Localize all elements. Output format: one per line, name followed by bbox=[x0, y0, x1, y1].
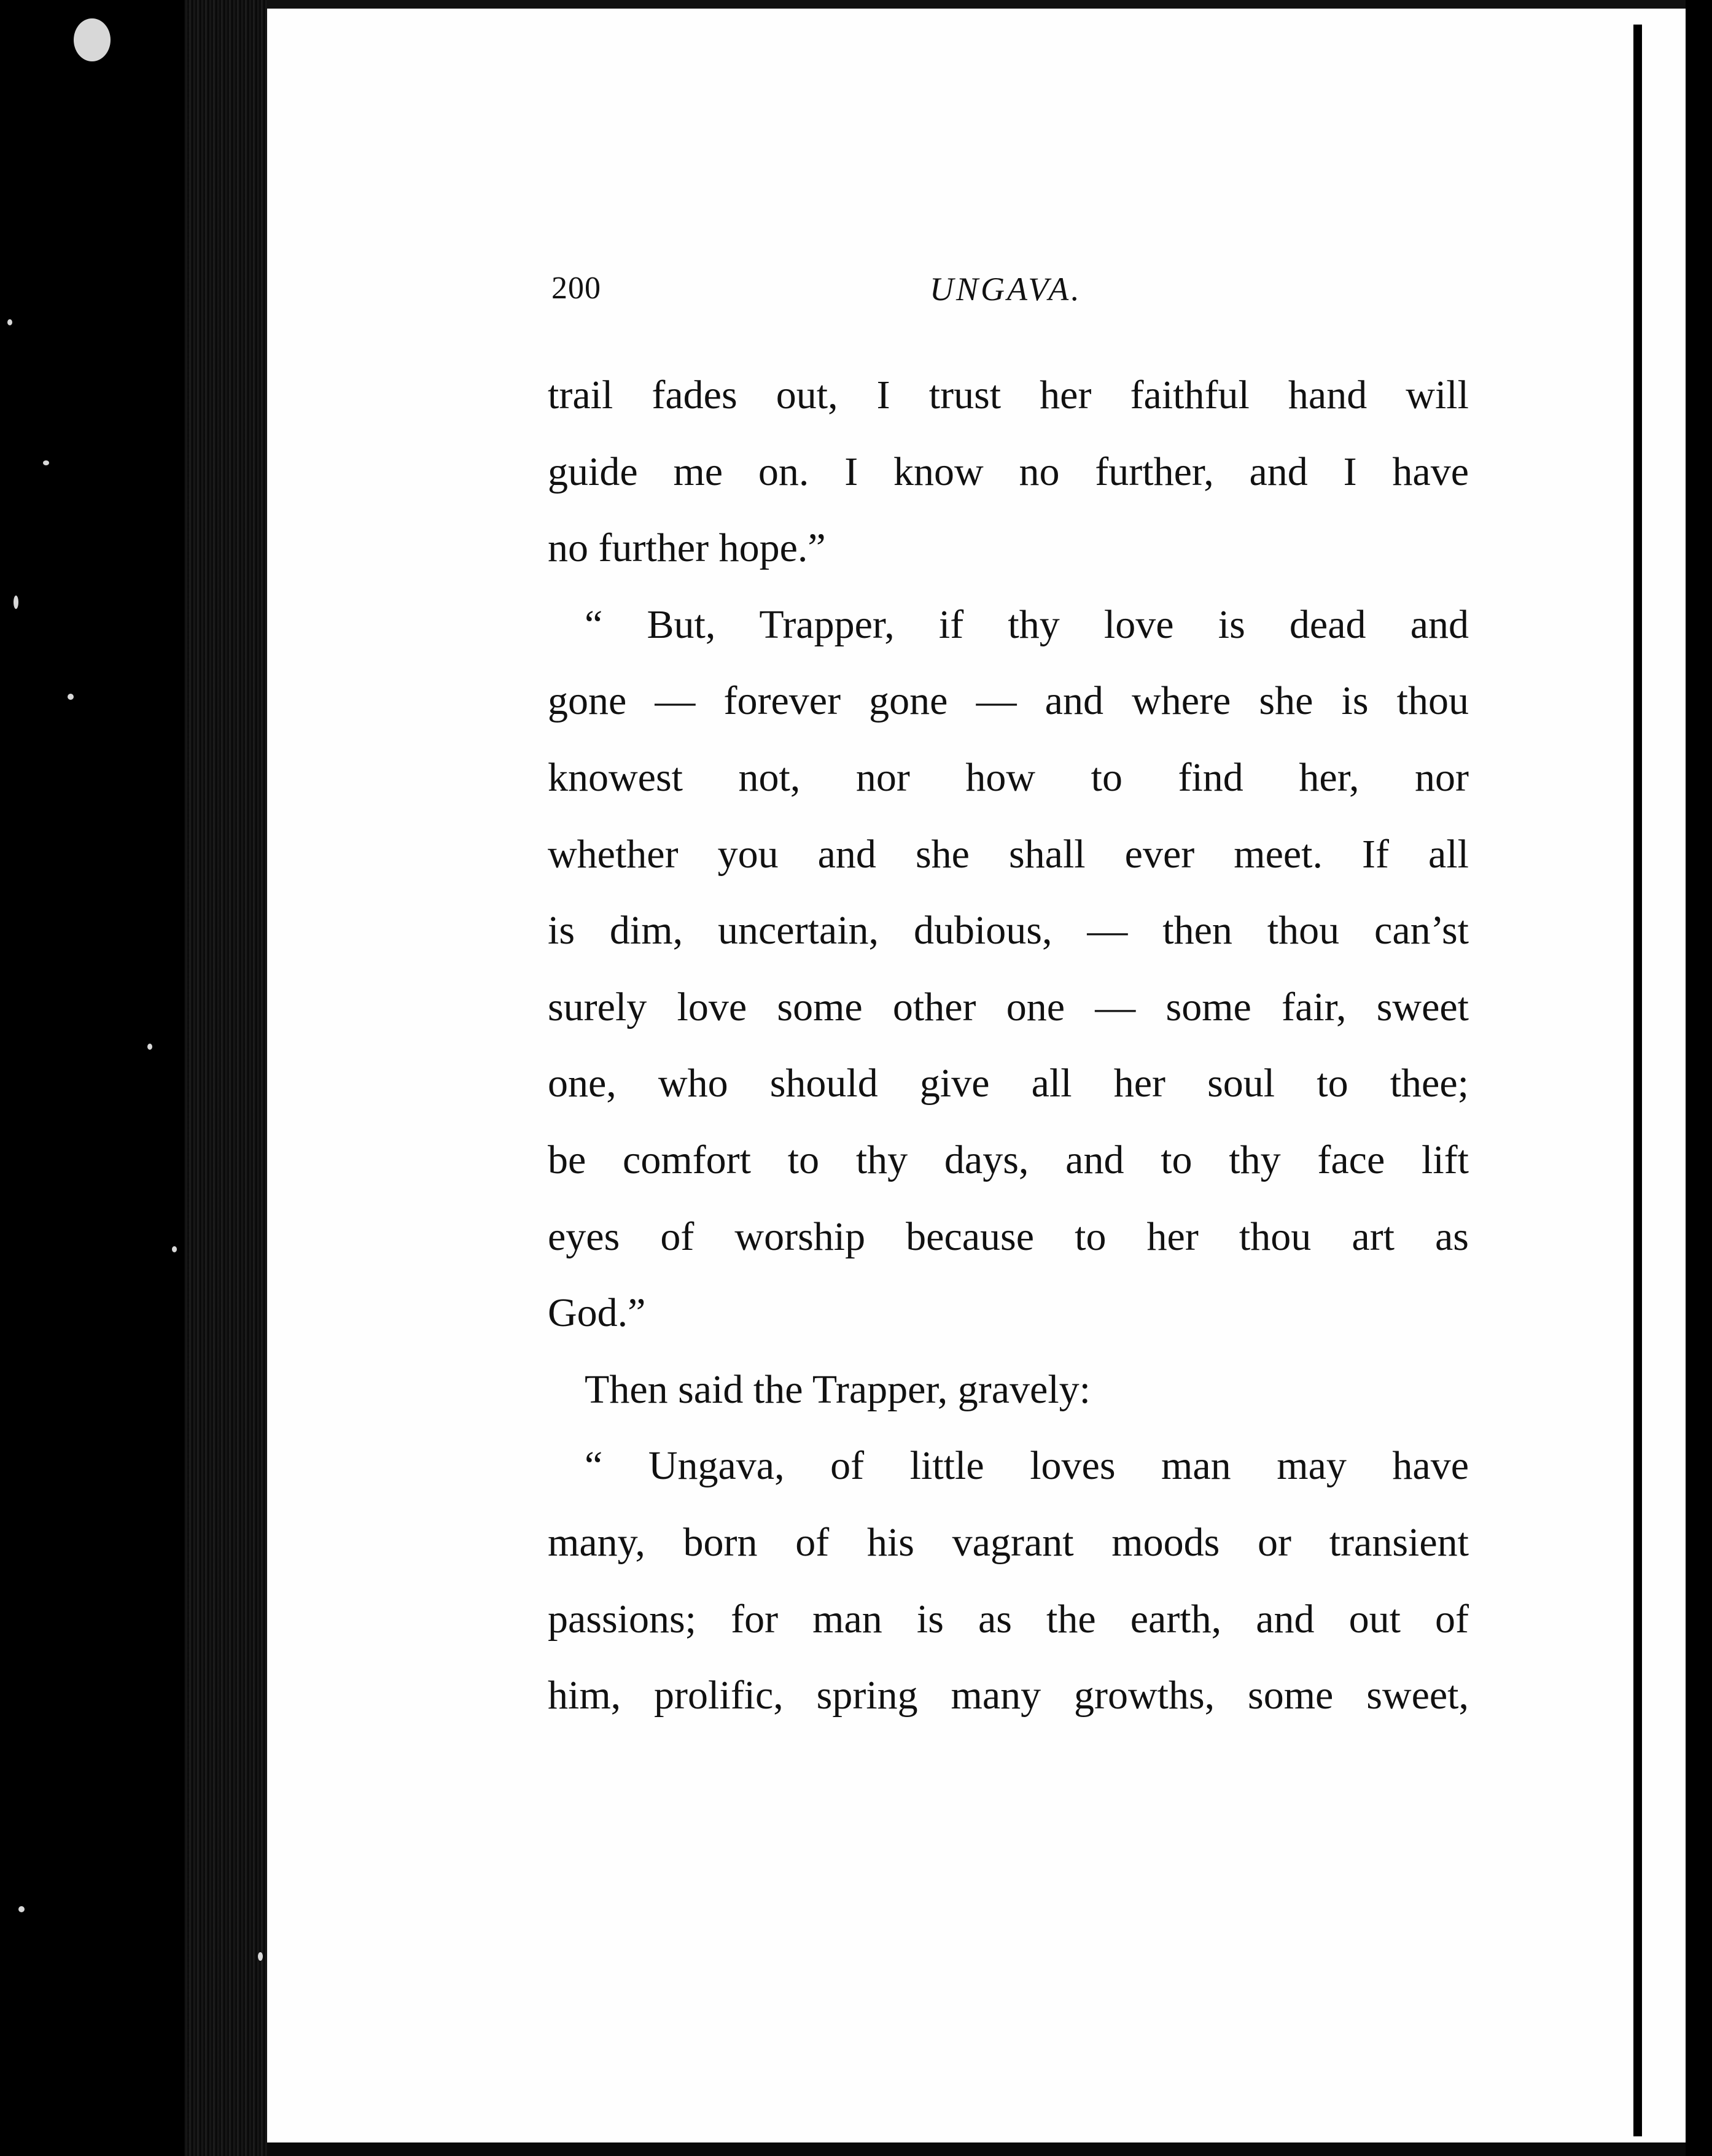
book-edge-shadow bbox=[184, 0, 270, 2156]
text-line: “ But, Trapper, if thy love is dead and bbox=[585, 602, 1469, 647]
text-line: one, who should give all her soul to thee; bbox=[548, 1061, 1469, 1106]
running-title: UNGAVA. bbox=[930, 271, 1082, 308]
text-line: is dim, uncertain, dubious, — then thou can’st bbox=[548, 908, 1469, 953]
body-text bbox=[548, 357, 1469, 1734]
page-bottom-edge bbox=[267, 2142, 1686, 2156]
text-line: knowest not, nor how to find her, nor bbox=[548, 754, 1469, 800]
text-line: Then said the Trapper, gravely: bbox=[585, 1367, 1091, 1412]
text-line: “ Ungava, of little loves man may have bbox=[585, 1443, 1469, 1489]
text-line: no further hope.” bbox=[548, 525, 826, 571]
text-line: him, prolific, spring many growths, some sweet, bbox=[548, 1673, 1469, 1718]
right-scan-border bbox=[1686, 0, 1712, 2156]
text-line: many, born of his vagrant moods or transient bbox=[548, 1519, 1469, 1565]
text-line: God.” bbox=[548, 1290, 646, 1336]
page-number: 200 bbox=[551, 271, 601, 306]
text-line: surely love some other one — some fair, sweet bbox=[548, 984, 1469, 1030]
right-page-edge bbox=[1633, 25, 1642, 2136]
text-line: whether you and she shall ever meet. If all bbox=[548, 831, 1469, 877]
page-top-edge bbox=[267, 0, 1686, 9]
text-line: guide me on. I know no further, and I have bbox=[548, 449, 1469, 494]
text-line: passions; for man is as the earth, and out of bbox=[548, 1596, 1469, 1642]
text-line: gone — forever gone — and where she is thou bbox=[548, 678, 1469, 724]
text-line: trail fades out, I trust her faithful hand will bbox=[548, 373, 1469, 417]
running-head bbox=[551, 270, 1454, 319]
text-line: be comfort to thy days, and to thy face lift bbox=[548, 1137, 1469, 1182]
text-line: eyes of worship because to her thou art as bbox=[548, 1214, 1469, 1259]
